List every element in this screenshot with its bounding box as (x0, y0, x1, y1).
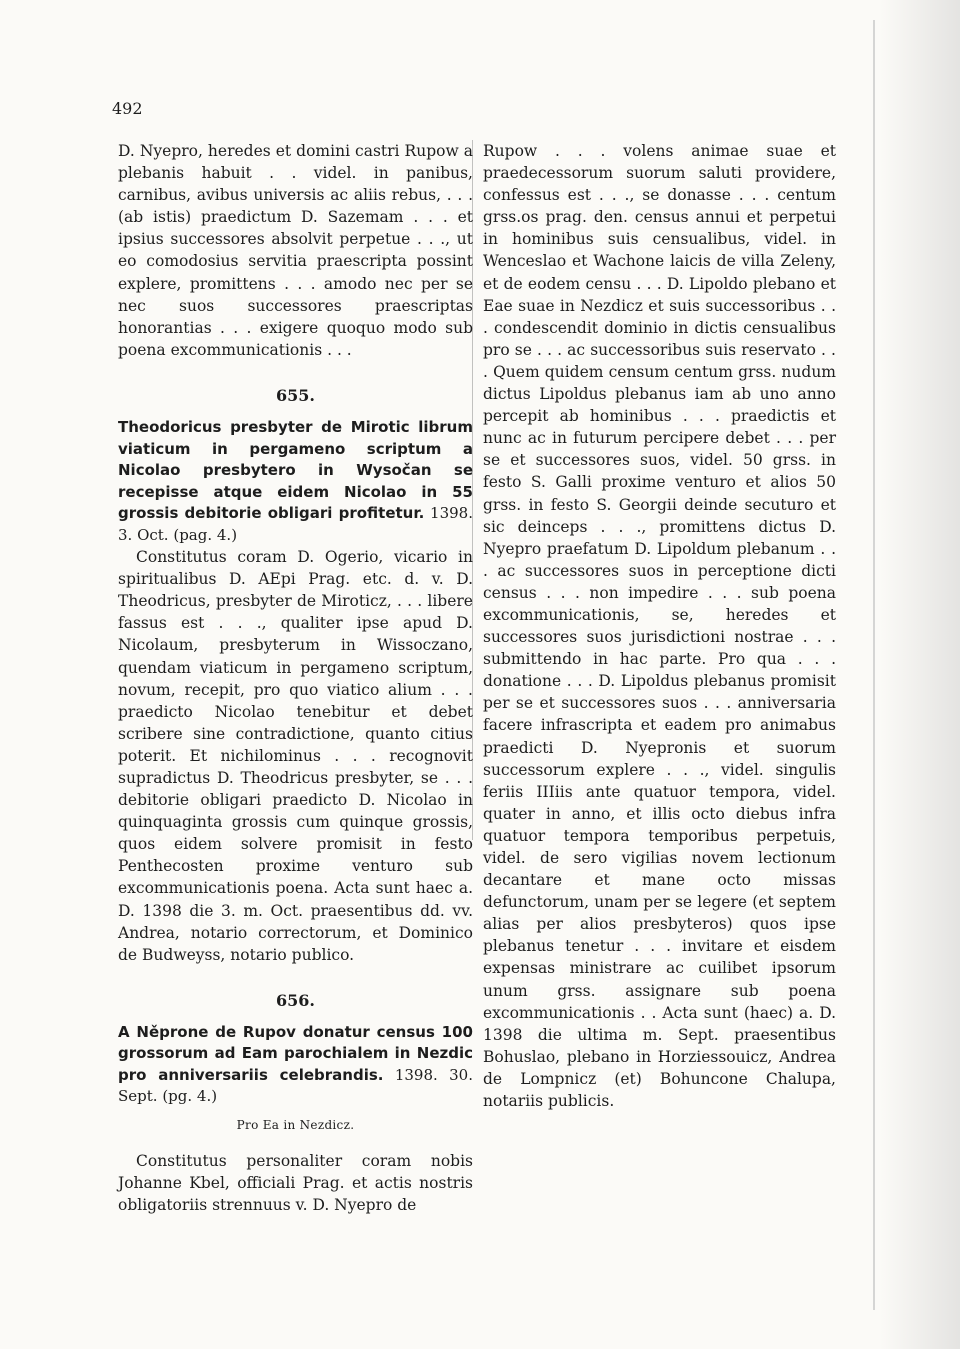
regest-655-text: Theodoricus presbyter de Mirotic librum viaticum in pergameno scriptum a Nicolao presbytero in Wysočan se recepisse atque eidem Nicolao in 55 grossis debitorie obligari profitetur. (118, 418, 473, 523)
regest-655 (118, 417, 473, 546)
entry-number-656: 656. (276, 990, 315, 1010)
entry-number-655: 655. (276, 385, 315, 405)
entry-656-heading: Pro Ea in Nezdicz. (236, 1117, 355, 1132)
regest-656 (118, 1022, 473, 1108)
entry-656-body: Constitutus personaliter coram nobis Johanne Kbel, officiali Prag. et actis nostris obligatoriis strennuus v. D. Nyepro de (118, 1152, 473, 1215)
column-divider (472, 140, 473, 840)
regest-656-text: A Něprone de Rupov donatur census 100 grossorum ad Eam parochialem in Nezdic pro anniversariis celebrandis. (118, 1022, 473, 1084)
left-column (118, 140, 473, 1216)
right-column (483, 140, 836, 1112)
entry-655-body: Constitutus coram D. Ogerio, vicario in spiritualibus D. AEpi Prag. etc. d. v. D. Theodricus, presbyter de Miroticz, . . . libere fassus est . . ., qualiter ipse apud D. Nicolaum, presbyterum in Wissoczano, quendam viaticum in pergameno scriptum, novum, recepit, pro quo viatico alium . . . praedicto Nicolao tenebitur et debet scribere sine contradictione, quanto citius poterit. Et nichilominus . . . recognovit supradictus D. Theodricus presbyter, se . . . debitorie obligari praedicto D. Nicolao in quinquaginta grossis cum quinque grossis, quos eidem solvere promisit in festo Penthecosten proxime venturo sub excommunicationis poena. Acta sunt haec a. D. 1398 die 3. m. Oct. praesentibus dd. vv. Andrea, notario correctorum, et Dominico de Budweyss, notario publico. (118, 548, 473, 964)
continuation-text: D. Nyepro, heredes et domini castri Rupow a plebanis habuit . . videl. in panibus, carnibus, avibus universis ac aliis rebus, . . . (ab istis) praedictum D. Sazemam . . . et ipsius successores absolvit perpetue . . ., ut eo comodosius servitia praescripta possint explere, promittens . . . amodo nec per se nec suos successores praescriptas honorantias . . . exigere quoquo modo sub poena excommunicationis . . . (118, 142, 473, 359)
regest-655-date: 1398. 3. Oct. (pag. 4.) (118, 504, 473, 544)
regest-656-date: 1398. 30. Sept. (pg. 4.) (118, 1065, 473, 1106)
page-edge-line (873, 20, 875, 1310)
right-column-text: Rupow . . . volens animae suae et praedecessorum suorum saluti providere, confessus est . . ., se donasse . . . centum grss.os prag. den. census annui et perpetui in hominibus suis censualibus, videl. in Wenceslao et Wachone laicis de villa Zeleny, et de eodem censu . . . D. Lipoldo plebano et Eae suae in Nezdicz et suis successoribus . . . condescendit dominio in dictis censualibus pro se . . . ac successoribus suis reservato . . . Quem quidem censum centum grss. nudum dictus Lipoldus plebanus iam ab uno anno percepit ab hominibus . . . praedictis et nunc ac in futurum percipere debet . . . per se et successores suos, videl. 50 grss. in festo S. Galli proxime venturo et alios 50 grss. in festo S. Georgii deinde secuturo et sic deinceps . . ., promittens dictus D. Nyepro praefatum D. Lipoldum plebanum . . . ac successores suos in perceptione dicti census . . . non impedire . . . sub poena excommunicationis, se, heredes et successores suos jurisdictioni nostrae . . . submittendo in hac parte. Pro qua . . . donatione . . . D. Lipoldus plebanus promisit per se et successores suos . . . anniversaria facere infrascripta et eadem pro animabus praedicti D. Nyepronis et suorum successorum explere . . ., videl. singulis feriis IIIiis ante quatuor tempora, videl. quater in anno, et illis octo diebus infra quatuor tempora temporibus perpetuis, videl. de sero vigilias novem lectionum decantare et mane octo missas defunctorum, unam per se legere (et septem alias per alios presbyteros) quos ipse plebanus tenetur . . . invitare et eisdem expensas ministrare ac cuilibet ipsorum unum grss. assignare sub poena excommunicationis . . Acta sunt (haec) a. D. 1398 die ultima m. Sept. praesentibus Bohuslao, plebano in Horziessouicz, Andrea de Lompnicz (et) Bohuncone Chalupa, notariis publicis. (483, 142, 836, 1111)
page-edge-shadow (880, 0, 960, 1349)
page-number: 492 (112, 99, 143, 118)
